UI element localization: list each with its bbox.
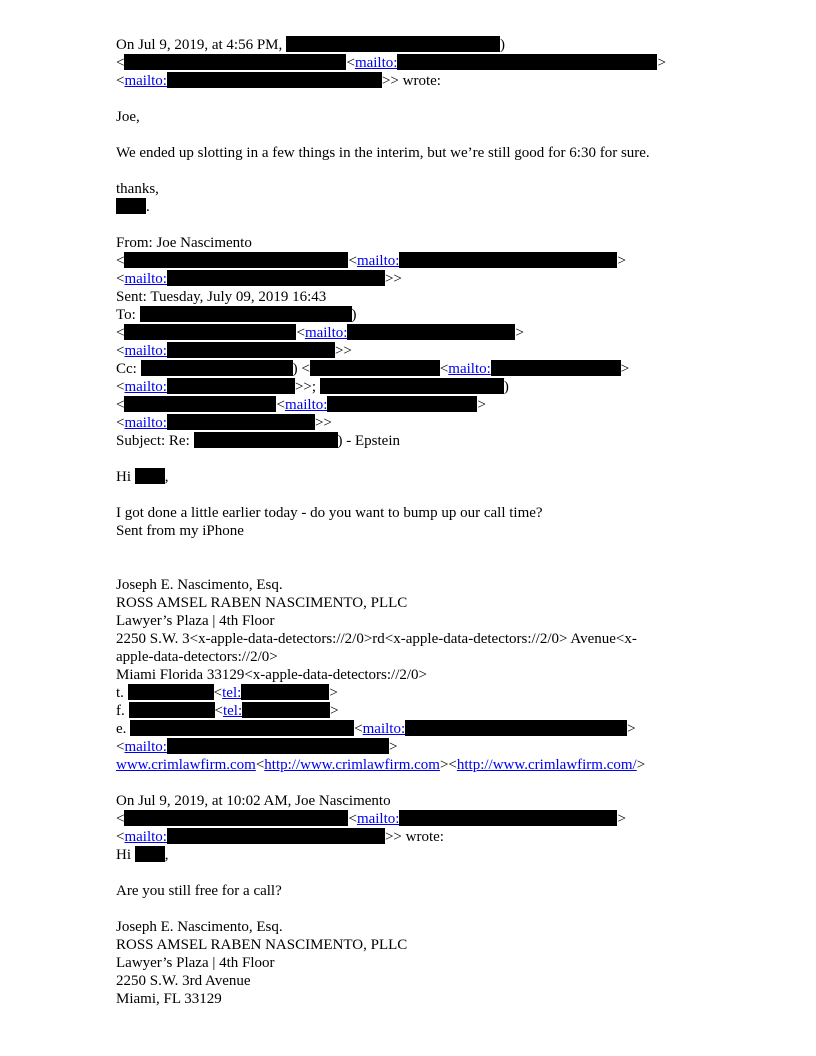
mailto-link[interactable]: mailto: bbox=[362, 721, 406, 737]
redaction bbox=[124, 324, 296, 340]
email2-subject bbox=[116, 432, 756, 450]
mailto-link[interactable]: mailto: bbox=[124, 271, 167, 287]
redaction bbox=[129, 702, 215, 718]
redaction bbox=[130, 720, 354, 736]
mailto-link[interactable]: mailto: bbox=[124, 343, 167, 359]
email-label: e. bbox=[116, 721, 127, 737]
subject-label: Subject: Re: bbox=[116, 433, 190, 449]
mailto-link[interactable]: mailto: bbox=[124, 739, 167, 755]
signature2-name: Joseph E. Nascimento, Esq. bbox=[116, 919, 283, 935]
redaction bbox=[327, 396, 477, 412]
signature2-street: 2250 S.W. 3rd Avenue bbox=[116, 973, 251, 989]
email1-header-line3: <mailto: >> wrote: bbox=[116, 73, 441, 89]
redaction bbox=[135, 846, 165, 862]
from-label: From: bbox=[116, 235, 153, 251]
fax-label: f. bbox=[116, 703, 125, 719]
redaction bbox=[399, 810, 617, 826]
signature2-firm: ROSS AMSEL RABEN NASCIMENTO, PLLC bbox=[116, 937, 408, 953]
email1-header-line2: < <mailto: > bbox=[116, 55, 666, 71]
email1-wrote: wrote: bbox=[402, 73, 441, 89]
redaction bbox=[167, 828, 385, 844]
signature1-email-line2: <mailto: > bbox=[116, 739, 398, 755]
redaction bbox=[116, 198, 146, 214]
redaction bbox=[167, 72, 382, 88]
email3-wrote: wrote: bbox=[405, 829, 444, 845]
redaction bbox=[124, 396, 276, 412]
email3-address-line: < <mailto: > bbox=[116, 811, 626, 827]
mailto-link[interactable]: mailto: bbox=[124, 415, 167, 431]
redaction bbox=[124, 54, 346, 70]
email2-from-address-line: < <mailto: > bbox=[116, 253, 626, 269]
mailto-link[interactable]: mailto: bbox=[124, 73, 167, 89]
email2-from-line bbox=[116, 234, 756, 252]
redaction bbox=[141, 360, 293, 376]
website-link[interactable]: www.crimlawfirm.com bbox=[116, 757, 256, 773]
redaction bbox=[320, 378, 504, 394]
mailto-link[interactable]: mailto: bbox=[448, 361, 491, 377]
tel-link[interactable]: tel: bbox=[222, 685, 242, 701]
email2-body-line2: Sent from my iPhone bbox=[116, 523, 244, 539]
redaction bbox=[135, 468, 165, 484]
email2-body-line1: I got done a little earlier today - do you want to bump up our call time? bbox=[116, 505, 543, 521]
redaction bbox=[491, 360, 621, 376]
signature1-address-line1: 2250 S.W. 3<x-apple-data-detectors://2/0>rd<x-apple-data-detectors://2/0> Avenue<x- bbox=[116, 631, 637, 647]
signature1-email-line: e. <mailto: > bbox=[116, 721, 636, 737]
email3-greeting: Hi bbox=[116, 847, 131, 863]
website-link[interactable]: http://www.crimlawfirm.com/ bbox=[456, 757, 637, 773]
redaction bbox=[124, 810, 348, 826]
email1-signoff: . bbox=[116, 198, 756, 216]
redaction bbox=[124, 252, 348, 268]
signature1-website-line: www.crimlawfirm.com<http://www.crimlawfirm.com><http://www.crimlawfirm.com/> bbox=[116, 757, 646, 773]
email2-cc-line: Cc: ) < <mailto: > bbox=[116, 361, 630, 377]
signature1-address-line2: apple-data-detectors://2/0> bbox=[116, 649, 278, 665]
redaction bbox=[405, 720, 627, 736]
redaction bbox=[194, 432, 338, 448]
signature1-fax-line: f. <tel: > bbox=[116, 703, 339, 719]
mailto-link[interactable]: mailto: bbox=[304, 325, 348, 341]
cc-label: Cc: bbox=[116, 361, 137, 377]
email2-greeting: Hi bbox=[116, 469, 131, 485]
mailto-link[interactable]: mailto: bbox=[124, 379, 167, 395]
mailto-link[interactable]: mailto: bbox=[356, 253, 400, 269]
email2-greeting-line: Hi , bbox=[116, 469, 169, 485]
subject-suffix: ) - Epstein bbox=[337, 433, 400, 449]
email1-header-prefix: On Jul 9, 2019, at 4:56 PM, bbox=[116, 37, 283, 53]
redaction bbox=[399, 252, 617, 268]
email3-body: Are you still free for a call? bbox=[116, 883, 282, 899]
email1-closing: thanks, bbox=[116, 181, 159, 197]
redaction bbox=[140, 306, 352, 322]
from-name: Joe Nascimento bbox=[156, 235, 252, 251]
redaction bbox=[167, 378, 295, 394]
mailto-link[interactable]: mailto: bbox=[124, 829, 167, 845]
email2-to-line: To: ) bbox=[116, 307, 357, 323]
mailto-link[interactable]: mailto: bbox=[284, 397, 328, 413]
email3-header: On Jul 9, 2019, at 10:02 AM, Joe Nascimento bbox=[116, 793, 391, 809]
redaction bbox=[347, 324, 515, 340]
website-link[interactable]: http://www.crimlawfirm.com bbox=[264, 757, 440, 773]
signature2-building: Lawyer’s Plaza | 4th Floor bbox=[116, 955, 275, 971]
email2-to-address-line2: <mailto: >> bbox=[116, 343, 352, 359]
mailto-link[interactable]: mailto: bbox=[356, 811, 400, 827]
redaction bbox=[397, 54, 657, 70]
redaction bbox=[310, 360, 440, 376]
email2-sent: Sent: Tuesday, July 09, 2019 16:43 bbox=[116, 289, 327, 305]
signature1-firm: ROSS AMSEL RABEN NASCIMENTO, PLLC bbox=[116, 595, 408, 611]
redaction bbox=[128, 684, 214, 700]
email-document bbox=[116, 36, 756, 1008]
signature1-phone-line: t. <tel: > bbox=[116, 685, 338, 701]
email1-greeting: Joe, bbox=[116, 109, 140, 125]
email2-cc-line3: < <mailto: > bbox=[116, 397, 486, 413]
email1-header-line1: On Jul 9, 2019, at 4:56 PM, ) bbox=[116, 37, 506, 53]
email1-body: We ended up slotting in a few things in the interim, but we’re still good for 6:30 for sure. bbox=[116, 145, 650, 161]
email2-from-address-line2: <mailto: >> bbox=[116, 271, 402, 287]
to-label: To: bbox=[116, 307, 136, 323]
mailto-link[interactable]: mailto: bbox=[354, 55, 398, 71]
email2-cc-line4: <mailto: >> bbox=[116, 415, 332, 431]
redaction bbox=[286, 36, 500, 52]
redaction bbox=[241, 684, 329, 700]
redaction bbox=[167, 738, 389, 754]
signature2-city: Miami, FL 33129 bbox=[116, 991, 222, 1007]
redaction bbox=[167, 342, 335, 358]
email2-cc-line2: <mailto: >>; ) bbox=[116, 379, 509, 395]
redaction bbox=[167, 270, 385, 286]
signature1-name: Joseph E. Nascimento, Esq. bbox=[116, 577, 283, 593]
email3-address-line2: <mailto: >> wrote: bbox=[116, 829, 444, 845]
email2-to-address-line: < <mailto: > bbox=[116, 325, 524, 341]
email3-greeting-line: Hi , bbox=[116, 847, 169, 863]
redaction bbox=[242, 702, 330, 718]
signature1-building: Lawyer’s Plaza | 4th Floor bbox=[116, 613, 275, 629]
tel-link[interactable]: tel: bbox=[222, 703, 243, 719]
signature1-address-line3: Miami Florida 33129<x-apple-data-detectors://2/0> bbox=[116, 667, 428, 683]
redaction bbox=[167, 414, 315, 430]
phone-label: t. bbox=[116, 685, 124, 701]
